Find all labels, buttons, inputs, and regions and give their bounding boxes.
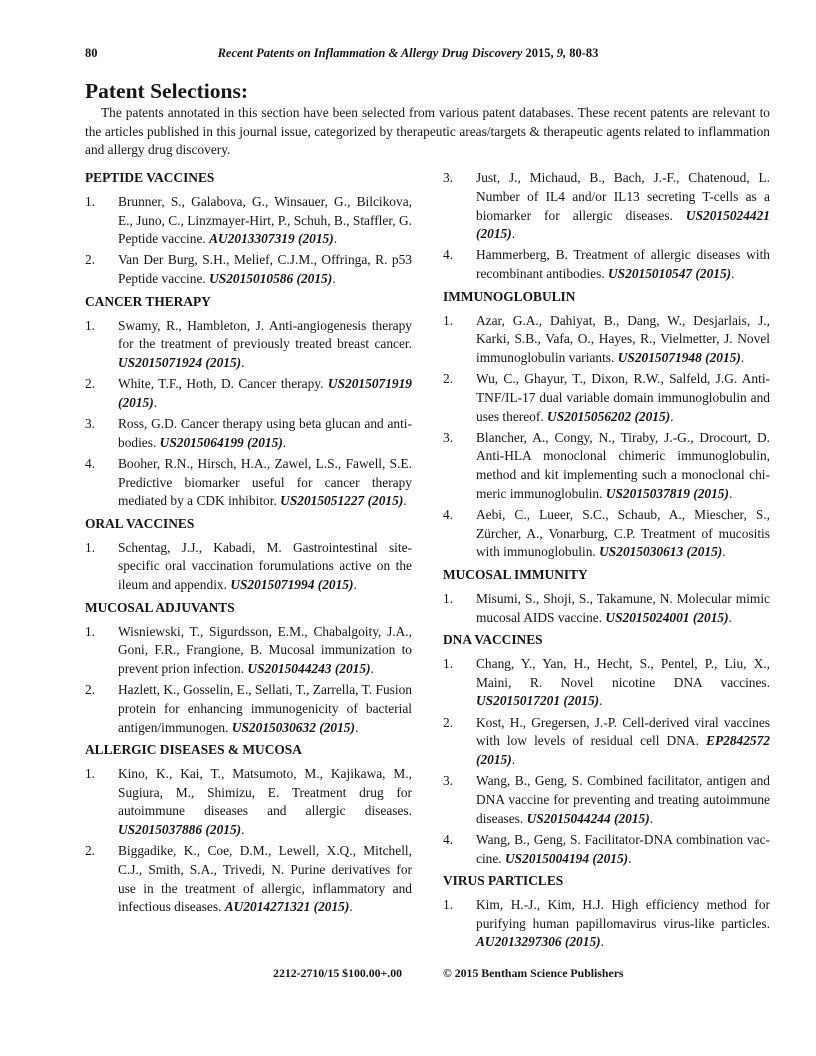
reference-number: 1.: [85, 317, 96, 333]
two-column-body: [85, 169, 770, 954]
reference-number: 2.: [85, 682, 96, 698]
reference-text: [476, 429, 770, 504]
reference-period: .: [649, 810, 654, 826]
reference-citation: Misumi, S., Shoji, S., Takamune, N. Molecular mimic mucosal AIDS vaccine.: [476, 590, 770, 625]
patent-number: US2015044243 (2015): [247, 660, 371, 676]
patent-section: [85, 599, 412, 737]
reference-citation: Swamy, R., Hambleton, J. Anti-angiogenesis therapy for the treatment of previously treated breast cancer.: [118, 317, 412, 352]
reference-text: [118, 455, 412, 511]
section-heading: ORAL VACCINES: [85, 516, 195, 532]
patent-number: US2015030632 (2015): [231, 719, 355, 735]
journal-volume: 9,: [556, 46, 567, 60]
patent-reference: [85, 415, 412, 452]
reference-period: .: [333, 231, 338, 247]
patent-section: [443, 631, 770, 868]
reference-period: .: [599, 693, 603, 709]
reference-citation: Wang, B., Geng, S. Facilitator-DNA combination vaccine.: [476, 831, 770, 866]
reference-period: .: [511, 226, 516, 242]
reference-period: .: [511, 752, 516, 767]
reference-period: .: [354, 719, 359, 735]
reference-text: [118, 681, 412, 737]
reference-text: [476, 169, 770, 244]
journal-year: 2015,: [525, 46, 554, 60]
patent-reference: [443, 246, 770, 283]
section-heading: VIRUS PARTICLES: [443, 873, 564, 889]
patent-section: [85, 515, 412, 595]
patent-reference: [85, 251, 412, 288]
reference-citation: Aebi, C., Lueer, S.C., Schaub, A., Miescher, S., Zürcher, A., Vonarburg, C.P. Treatment of mucositis with immunoglobulin.: [476, 507, 770, 560]
reference-period: .: [600, 934, 604, 950]
section-heading: DNA VACCINES: [443, 632, 543, 648]
reference-text: [118, 415, 412, 452]
reference-text: [476, 506, 770, 562]
reference-text: [476, 896, 770, 952]
reference-period: .: [628, 850, 632, 866]
reference-number: 3.: [443, 773, 454, 789]
reference-citation: Wu, C., Ghayur, T., Dixon, R.W., Salfeld, J.G. Anti-TNF/IL-17 dual variable domain immunoglobulin and uses thereof.: [476, 371, 770, 424]
patent-number: US2015030613 (2015): [599, 544, 723, 560]
reference-period: .: [722, 544, 726, 560]
reference-text: [476, 590, 770, 627]
right-column: [443, 169, 770, 954]
reference-number: 1.: [85, 193, 96, 209]
reference-number: 3.: [443, 170, 454, 186]
reference-period: .: [728, 609, 732, 625]
journal-pages: 80-83: [569, 46, 599, 60]
reference-text: [476, 655, 770, 711]
patent-section: [443, 566, 770, 627]
patent-reference: [85, 765, 412, 840]
reference-number: 4.: [85, 455, 96, 471]
reference-citation: Hazlett, K., Gosselin, E., Sellati, T., Zarrella, T. Fusion protein for enhancing immunogenicity of bacterial antigen/immunogen.: [118, 682, 412, 735]
reference-text: [118, 251, 412, 288]
patent-reference: [85, 539, 412, 595]
reference-citation: Chang, Y., Yan, H., Hecht, S., Pentel, P., Liu, X., Maini, R. Novel nicotine DNA vaccines.: [476, 655, 770, 690]
reference-citation: Kost, H., Gregersen, J.-P. Cell-derived viral vaccines with low levels of residual cell DNA.: [476, 714, 770, 749]
reference-text: [476, 772, 770, 828]
reference-text: [118, 317, 412, 373]
reference-period: .: [349, 899, 353, 915]
patent-reference: [443, 429, 770, 504]
patent-number: US2015004194 (2015): [505, 850, 629, 866]
reference-text: [118, 375, 412, 412]
page-footer: [85, 966, 770, 981]
reference-citation: Azar, G.A., Dahiyat, B., Dang, W., Desjarlais, J., Karki, S.B., Vafa, O., Hayes, R., Vielmetter, J. Novel immunoglobulin variants.: [476, 312, 770, 365]
reference-number: 3.: [85, 416, 96, 432]
reference-number: 2.: [85, 843, 96, 859]
reference-number: 1.: [85, 766, 96, 781]
patent-number: US2015071924 (2015): [118, 354, 242, 370]
issn-price: 2212-2710/15 $100.00+.00: [273, 966, 402, 980]
reference-number: 1.: [443, 312, 454, 328]
patent-number: AU2014271321 (2015): [224, 899, 350, 915]
reference-period: .: [282, 434, 287, 450]
patent-section: [85, 293, 412, 511]
section-heading: PEPTIDE VACCINES: [85, 170, 215, 186]
patent-number: US2015024001 (2015): [605, 609, 729, 625]
page-content: [85, 78, 770, 955]
patent-reference: [443, 312, 770, 368]
patent-reference: [443, 169, 770, 244]
patent-number: US2015010547 (2015): [608, 266, 732, 282]
left-column: [85, 169, 412, 920]
page-number: 80: [85, 46, 98, 60]
reference-citation: Blancher, A., Congy, N., Tiraby, J.-G., Drocourt, D. Anti-HLA monoclonal chimeric immunoglobulin, method and kit implementing such a monoclonal chimeric immunoglobulin.: [476, 429, 770, 501]
reference-period: .: [740, 349, 745, 365]
patent-number: US2015044244 (2015): [526, 810, 650, 826]
reference-citation: Wisniewski, T., Sigurdsson, E.M., Chabalgoity, J.A., Goni, F.R., Frangione, B. Mucosal immunization to prevent prion infection.: [118, 623, 412, 676]
patent-reference: [85, 375, 412, 412]
patent-reference: [85, 193, 412, 249]
page-title: Patent Selections:: [85, 79, 249, 103]
reference-text: [476, 714, 770, 770]
patent-reference: [443, 655, 770, 711]
reference-number: 3.: [443, 429, 454, 445]
reference-number: 1.: [85, 623, 96, 639]
patent-number: US2015056202 (2015): [547, 408, 671, 424]
patent-reference: [85, 623, 412, 679]
reference-text: [118, 623, 412, 679]
patent-number: US2015071948 (2015): [617, 349, 741, 365]
intro-paragraph: The patents annotated in this section have been selected from various patent databases. These recent patents are relevant to the articles published in this journal issue, categorized by therapeutic areas/targets & therapeutic agents related to inflammation and allergy drug discovery.: [85, 105, 770, 158]
reference-citation: Van Der Burg, S.H., Melief, C.J.M., Offringa, R. p53 Peptide vaccine.: [118, 252, 412, 287]
running-header: [0, 46, 816, 61]
patent-number: US2015064199 (2015): [159, 434, 283, 450]
patent-number: US2015024421 (2015): [476, 207, 770, 242]
reference-text: [476, 370, 770, 426]
patent-reference: [85, 455, 412, 511]
patent-reference: [443, 896, 770, 952]
section-heading: IMMUNOGLOBULIN: [443, 288, 576, 304]
reference-number: 1.: [443, 655, 454, 671]
section-heading: MUCOSAL IMMUNITY: [443, 567, 588, 583]
reference-number: 1.: [443, 590, 454, 606]
reference-number: 2.: [85, 252, 96, 268]
reference-text: [476, 831, 770, 868]
reference-text: [476, 312, 770, 368]
reference-text: [476, 246, 770, 283]
patent-reference: [443, 831, 770, 868]
patent-reference: [443, 506, 770, 562]
reference-period: .: [731, 266, 735, 282]
reference-text: [118, 765, 412, 840]
patent-reference: [85, 317, 412, 373]
reference-text: [118, 842, 412, 917]
reference-period: .: [241, 822, 245, 838]
reference-period: .: [728, 485, 733, 501]
journal-title: Recent Patents on Inflammation & Allergy Drug Discovery: [217, 46, 523, 60]
patent-section: [443, 288, 770, 562]
patent-reference: [85, 842, 412, 917]
patent-number: AU2013307319 (2015): [209, 231, 334, 247]
reference-citation: Kino, K., Kai, T., Matsumoto, M., Kajikawa, M., Sugiura, M., Shimizu, E. Treatment drug for autoimmune diseases and allergic diseases.: [118, 766, 412, 819]
patent-reference: [443, 714, 770, 770]
section-heading: MUCOSAL ADJUVANTS: [85, 599, 235, 615]
reference-period: .: [332, 271, 336, 287]
reference-period: .: [403, 493, 407, 509]
reference-number: 2.: [443, 714, 454, 730]
patent-number: US2015037886 (2015): [118, 822, 242, 838]
reference-period: .: [153, 394, 158, 410]
patent-reference: [443, 370, 770, 426]
reference-period: .: [670, 408, 674, 424]
patent-number: US2015051227 (2015): [280, 493, 404, 509]
patent-number: EP2842572 (2015): [476, 733, 770, 767]
copyright-notice: © 2015 Bentham Science Publishers: [443, 966, 624, 980]
patent-reference: [443, 590, 770, 627]
patent-section: [443, 872, 770, 952]
section-heading: CANCER THERAPY: [85, 293, 211, 309]
reference-number: 4.: [443, 247, 454, 263]
reference-period: .: [370, 660, 374, 676]
patent-section: [443, 169, 770, 284]
section-heading: ALLERGIC DISEASES & MUCOSA: [85, 742, 302, 758]
reference-citation: Just, J., Michaud, B., Bach, J.-F., Chatenoud, L. Number of IL4 and/or IL13 secreting T-cells as a biomarker for allergic diseases.: [476, 170, 770, 223]
reference-citation: Schentag, J.J., Kabadi, M. Gastrointestinal site-specific oral vaccination forumulations active on the ileum and appendix.: [118, 539, 412, 593]
reference-citation: Hammerberg, B. Treatment of allergic diseases with recombinant antibodies.: [476, 247, 770, 282]
patent-number: US2015071919 (2015): [118, 376, 412, 410]
reference-number: 2.: [85, 376, 96, 392]
reference-period: .: [353, 577, 357, 593]
reference-number: 4.: [443, 831, 454, 847]
reference-text: [118, 539, 412, 595]
patent-section: [85, 169, 412, 289]
reference-number: 1.: [85, 539, 96, 555]
patent-section: [85, 741, 412, 917]
patent-number: AU2013297306 (2015): [476, 934, 601, 950]
reference-citation: Biggadike, K., Coe, D.M., Lewell, X.Q., Mitchell, C.J., Smith, S.A., Trivedi, N. Purine derivatives for use in the treatment of allergic, inflammatory and infectious diseases.: [118, 843, 412, 915]
reference-citation: Brunner, S., Galabova, G., Winsauer, G., Bilcikova, E., Juno, C., Linzmayer-Hirt, P., Schuh, B., Staffler, G. Peptide vaccine.: [118, 193, 412, 247]
reference-citation: White, T.F., Hoth, D. Cancer therapy.: [118, 376, 328, 392]
patent-number: US2015071994 (2015): [230, 577, 354, 593]
reference-number: 1.: [443, 896, 454, 912]
patent-number: US2015017201 (2015): [476, 693, 600, 709]
reference-number: 4.: [443, 507, 454, 523]
reference-number: 2.: [443, 371, 454, 387]
reference-period: .: [241, 354, 245, 370]
reference-citation: Ross, G.D. Cancer therapy using beta glucan and antibodies.: [118, 416, 412, 450]
reference-citation: Wang, B., Geng, S. Combined facilitator, antigen and DNA vaccine for preventing and treating autoimmune diseases.: [476, 773, 770, 826]
patent-reference: [85, 681, 412, 737]
patent-number: US2015010586 (2015): [209, 271, 333, 287]
reference-citation: Kim, H.-J., Kim, H.J. High efficiency method for purifying human papillomavirus virus-like particles.: [476, 896, 770, 931]
reference-text: [118, 193, 412, 249]
patent-reference: [443, 772, 770, 828]
reference-citation: Booher, R.N., Hirsch, H.A., Zawel, L.S., Fawell, S.E. Predictive biomarker useful for cancer therapy mediated by a CDK inhibitor.: [118, 455, 412, 509]
patent-number: US2015037819 (2015): [605, 485, 729, 501]
